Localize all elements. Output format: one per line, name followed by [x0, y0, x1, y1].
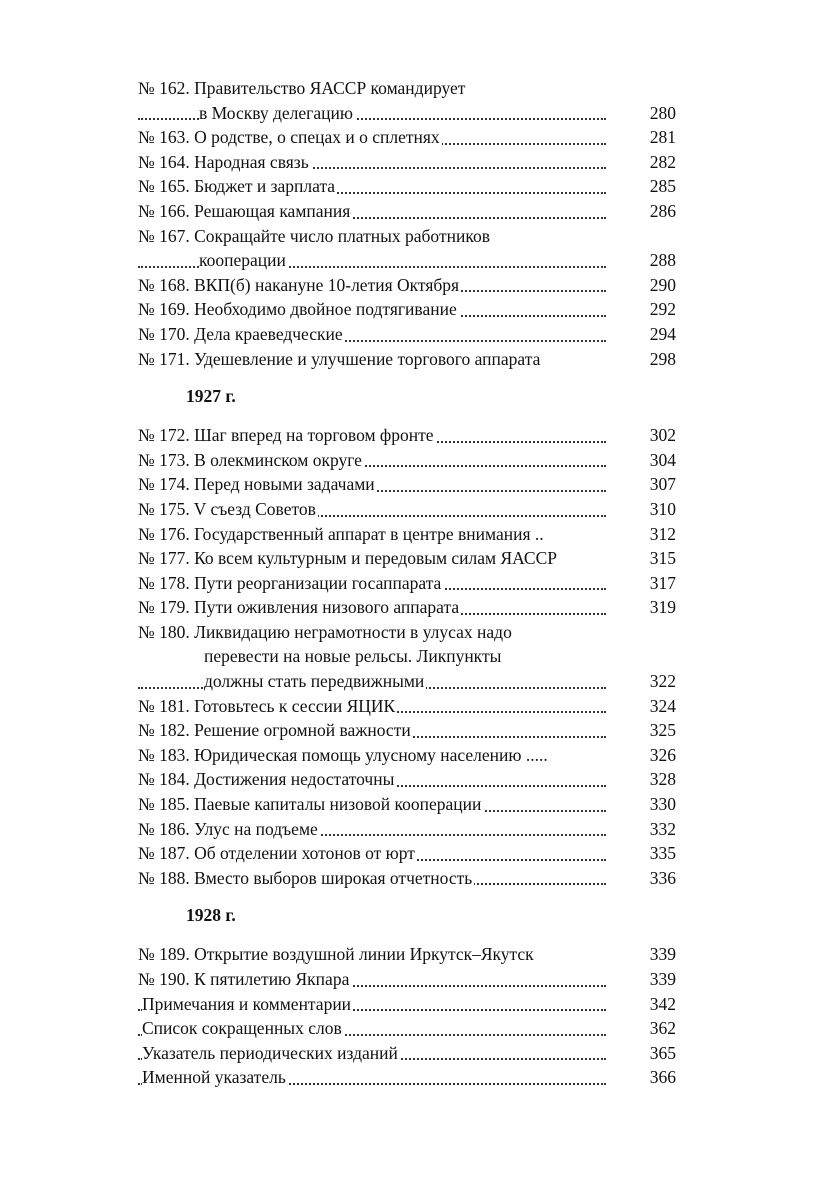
year-heading-1928: 1928 г. [186, 905, 236, 926]
toc-entry-line [138, 273, 678, 298]
toc-entry-title: № 166. Решающая кампания [138, 200, 351, 221]
page-number: 290 [649, 274, 676, 295]
toc-entry [138, 967, 678, 992]
page-number: 362 [649, 1018, 676, 1039]
toc-entry [138, 76, 678, 125]
page-number: 325 [649, 720, 676, 741]
toc-entry [138, 322, 678, 347]
toc-entry-line [138, 199, 678, 224]
toc-entry-title: № 188. Вместо выборов широкая отчетность [138, 867, 473, 888]
toc-section-1928 [138, 942, 678, 1090]
page-number: 288 [649, 250, 676, 271]
toc-entry [138, 546, 678, 571]
toc-entry-title: № 175. V съезд Советов [138, 498, 316, 519]
toc-entry [138, 273, 678, 298]
toc-entry-title: № 169. Необходимо двойное подтягивание [138, 299, 457, 320]
toc-entry-title: Список сокращенных слов [142, 1018, 342, 1039]
page-number: 326 [649, 744, 676, 765]
toc-entry [138, 423, 678, 448]
toc-entry-title: Указатель периодических изданий [142, 1042, 398, 1063]
toc-entry-title: № 165. Бюджет и зарплата [138, 176, 336, 197]
toc-entry [138, 472, 678, 497]
page-number: 322 [649, 671, 676, 692]
toc-entry-title: № 187. Об отделении хотонов от юрт [138, 843, 415, 864]
toc-entry-line [138, 718, 678, 743]
toc-entry [138, 199, 678, 224]
toc-entry-line [138, 817, 678, 842]
toc-entry-line [138, 522, 678, 547]
toc-entry-line [138, 967, 678, 992]
toc-entry-title: перевести на новые рельсы. Ликпункты [204, 646, 502, 667]
toc-entry-line [138, 694, 678, 719]
toc-entry-line [138, 571, 678, 596]
toc-entry-title: № 183. Юридическая помощь улусному населению ..... [138, 744, 548, 765]
toc-entry-title: № 189. Открытие воздушной линии Иркутск–Якутск [138, 944, 534, 965]
page-number: 319 [649, 597, 676, 618]
toc-entry-title: № 172. Шаг вперед на торговом фронте [138, 425, 434, 446]
toc-entry-title: № 174. Перед новыми задачами [138, 474, 375, 495]
toc-entry-line [138, 174, 678, 199]
page-number: 302 [649, 425, 676, 446]
toc-entry-line [138, 125, 678, 150]
page-number: 298 [649, 348, 676, 369]
toc-entry-line [138, 472, 678, 497]
toc-entry [138, 992, 678, 1017]
toc-entry [138, 767, 678, 792]
toc-entry [138, 1041, 678, 1066]
toc-entry [138, 125, 678, 150]
toc-entry-line [138, 224, 678, 249]
toc-entry-line [138, 347, 678, 372]
toc-entry-line [138, 595, 678, 620]
toc-entry-title: № 168. ВКП(б) накануне 10-летия Октября [138, 274, 460, 295]
page-number: 310 [649, 498, 676, 519]
toc-entry-line [138, 992, 678, 1017]
toc-entry-title: Примечания и комментарии [142, 993, 352, 1014]
toc-entry-title: № 186. Улус на подъеме [138, 818, 318, 839]
page-number: 292 [649, 299, 676, 320]
page-number: 330 [649, 794, 676, 815]
toc-entry [138, 497, 678, 522]
page-number: 365 [649, 1042, 676, 1063]
toc-entry [138, 817, 678, 842]
page-number: 328 [649, 769, 676, 790]
toc-entry-title: № 185. Паевые капиталы низовой кооперации [138, 794, 482, 815]
toc-section-1927 [138, 423, 678, 890]
page-number: 336 [649, 867, 676, 888]
toc-entry [138, 792, 678, 817]
toc-entry [138, 224, 678, 273]
toc-entry [138, 150, 678, 175]
page-number: 307 [649, 474, 676, 495]
toc-entry-line [138, 1016, 678, 1041]
toc-entry-line [138, 322, 678, 347]
page-number: 280 [649, 102, 676, 123]
toc-entry-line [138, 101, 678, 126]
toc-entry [138, 297, 678, 322]
toc-entry-line [138, 644, 678, 669]
toc-entry-title: № 180. Ликвидацию неграмотности в улусах надо [138, 621, 512, 642]
toc-entry-title: № 170. Дела краеведческие [138, 323, 343, 344]
page-number: 332 [649, 818, 676, 839]
toc-entry [138, 718, 678, 743]
page-number: 324 [649, 695, 676, 716]
page-number: 304 [649, 449, 676, 470]
toc-entry-line [138, 866, 678, 891]
toc-entry [138, 1016, 678, 1041]
toc-entry-line [138, 743, 678, 768]
toc-entry-title: кооперации [199, 250, 286, 271]
toc-entry [138, 1065, 678, 1090]
toc-entry-title: № 181. Готовьтесь к сессии ЯЦИК [138, 695, 396, 716]
toc-entry-line [138, 76, 678, 101]
toc-entry-line [138, 1065, 678, 1090]
toc-entry [138, 620, 678, 694]
toc-entry [138, 694, 678, 719]
page-number: 339 [649, 944, 676, 965]
page-number: 366 [649, 1067, 676, 1088]
toc-entry-title: № 164. Народная связь [138, 151, 309, 172]
toc-entry-title: № 173. В олекминском округе [138, 449, 362, 470]
toc-entry-title: № 171. Удешевление и улучшение торгового аппарата [138, 348, 541, 369]
page-number: 315 [649, 548, 676, 569]
page-number: 312 [649, 523, 676, 544]
page-number: 286 [649, 200, 676, 221]
toc-entry-line [138, 1041, 678, 1066]
toc-entry-title: № 177. Ко всем культурным и передовым силам ЯАССР [138, 548, 558, 569]
page-number: 339 [649, 969, 676, 989]
toc-entry-line [138, 497, 678, 522]
toc-entry-title: в Москву делегацию [199, 102, 353, 123]
toc-entry-title: № 184. Достижения недостаточны [138, 769, 395, 790]
toc-entry-title: Именной указатель [142, 1067, 286, 1088]
toc-entry-title: № 163. О родстве, о спецах и о сплетнях [138, 127, 440, 148]
toc-entry-line [138, 767, 678, 792]
toc-entry [138, 174, 678, 199]
toc-entry-line [138, 150, 678, 175]
toc-section-1926 [138, 76, 678, 371]
toc-entry-title: № 182. Решение огромной важности [138, 720, 411, 741]
toc-entry-line [138, 620, 678, 645]
page-number: 294 [649, 323, 676, 344]
toc-entry-title: № 176. Государственный аппарат в центре внимания .. [138, 523, 544, 544]
toc-entry [138, 841, 678, 866]
toc-entry [138, 595, 678, 620]
toc-entry-title: № 178. Пути реорганизации госаппарата [138, 572, 442, 593]
toc-entry [138, 522, 678, 547]
toc-entry [138, 743, 678, 768]
page-number: 282 [649, 151, 676, 172]
toc-entry-title: № 167. Сокращайте число платных работников [138, 225, 490, 246]
page-number: 281 [649, 127, 676, 148]
page-number: 335 [649, 843, 676, 864]
toc-entry [138, 571, 678, 596]
toc-entry [138, 448, 678, 473]
toc-entry [138, 347, 678, 372]
page-number: 342 [649, 993, 676, 1014]
toc-entry-title: № 162. Правительство ЯАССР командирует [138, 78, 466, 98]
toc-entry-line [138, 841, 678, 866]
toc-entry-line [138, 448, 678, 473]
toc-entry-title: № 179. Пути оживления низового аппарата [138, 597, 460, 618]
toc-entry-line [138, 792, 678, 817]
toc-entry-line [138, 546, 678, 571]
toc-entry-line [138, 669, 678, 694]
year-heading-1927: 1927 г. [186, 386, 236, 407]
toc-entry [138, 866, 678, 891]
page-number: 285 [649, 176, 676, 197]
toc-entry-line [138, 423, 678, 448]
toc-entry [138, 942, 678, 967]
toc-entry-title: должны стать передвижными [204, 671, 425, 692]
toc-entry-line [138, 942, 678, 967]
table-of-contents [138, 76, 678, 1090]
toc-entry-line [138, 297, 678, 322]
toc-entry-title: № 190. К пятилетию Якпара [138, 969, 350, 989]
page-number: 317 [649, 572, 676, 593]
toc-entry-line [138, 248, 678, 273]
